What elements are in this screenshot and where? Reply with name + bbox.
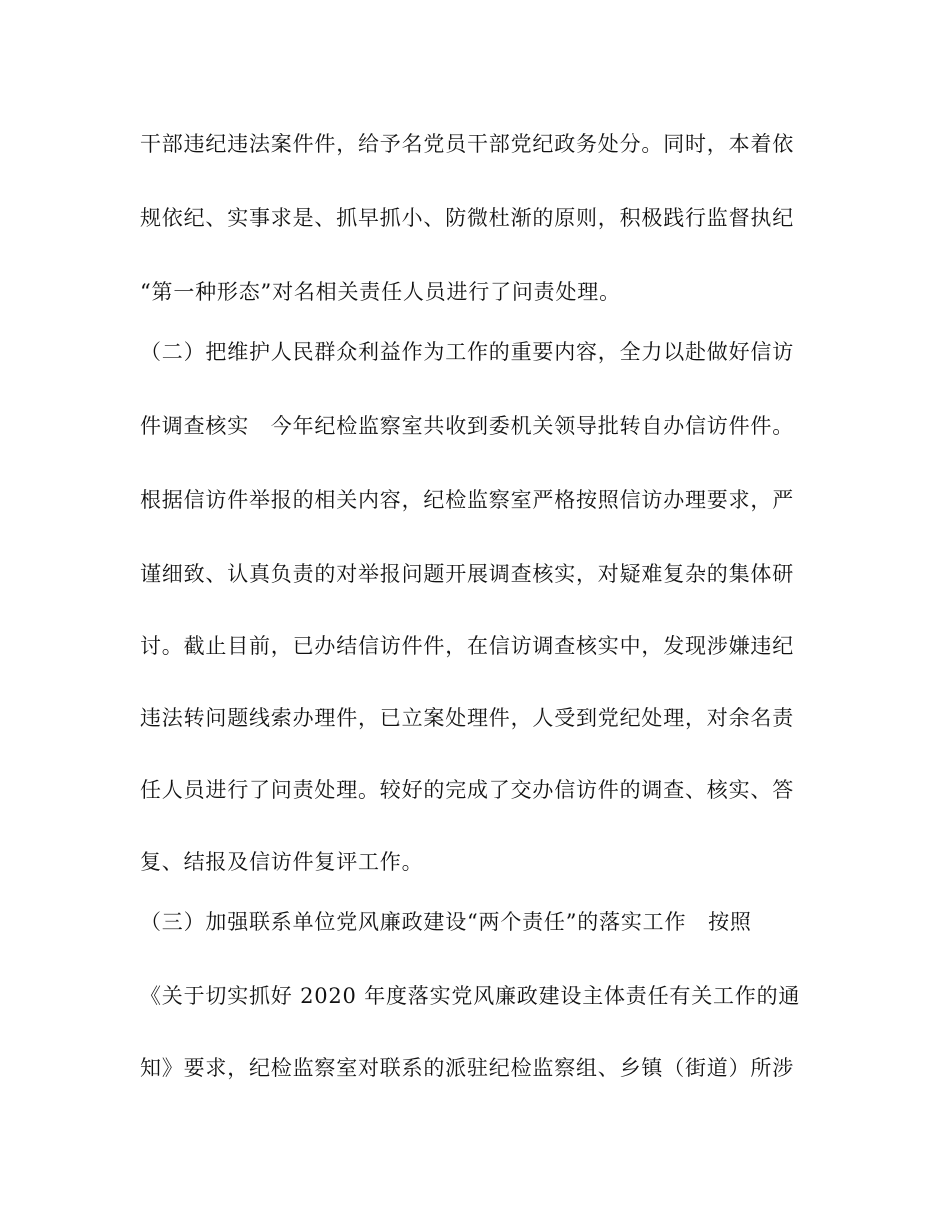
paragraph-line-2: 规依纪、实事求是、抓早抓小、防微杜渐的原则，积极践行监督执纪 <box>140 206 794 230</box>
paragraph-line-3: “第一种形态”对名相关责任人员进行了问责处理。 <box>140 280 621 304</box>
paragraph-line-5: 根据信访件举报的相关内容，纪检监察室严格按照信访办理要求，严 <box>140 488 794 512</box>
paragraph-line-8: 违法转问题线索办理件，已立案处理件，人受到党纪处理，对余名责 <box>140 706 794 730</box>
paragraph-line-9: 任人员进行了问责处理。较好的完成了交办信访件的调查、核实、答 <box>140 778 794 802</box>
paragraph-line-10: 复、结报及信访件复评工作。 <box>140 850 424 874</box>
paragraph-line-7: 讨。截止目前，已办结信访件件，在信访调查核实中，发现涉嫌违纪 <box>140 634 794 658</box>
section-heading-3-line-1: （三）加强联系单位党风廉政建设“两个责任”的落实工作 按照 <box>140 910 752 934</box>
paragraph-line-12: 知》要求，纪检监察室对联系的派驻纪检监察组、乡镇（街道）所涉 <box>140 1056 794 1080</box>
paragraph-line-11: 《关于切实抓好 2020 年度落实党风廉政建设主体责任有关工作的通 <box>140 984 801 1008</box>
paragraph-line-6: 谨细致、认真负责的对举报问题开展调查核实，对疑难复杂的集体研 <box>140 562 794 586</box>
section-heading-2-line-1: （二）把维护人民群众利益作为工作的重要内容，全力以赴做好信访 <box>140 340 794 364</box>
paragraph-line-1: 干部违纪违法案件件，给予名党员干部党纪政务处分。同时，本着依 <box>140 132 794 156</box>
paragraph-line-4: 件调查核实 今年纪检监察室共收到委机关领导批转自办信访件件。 <box>140 414 794 438</box>
